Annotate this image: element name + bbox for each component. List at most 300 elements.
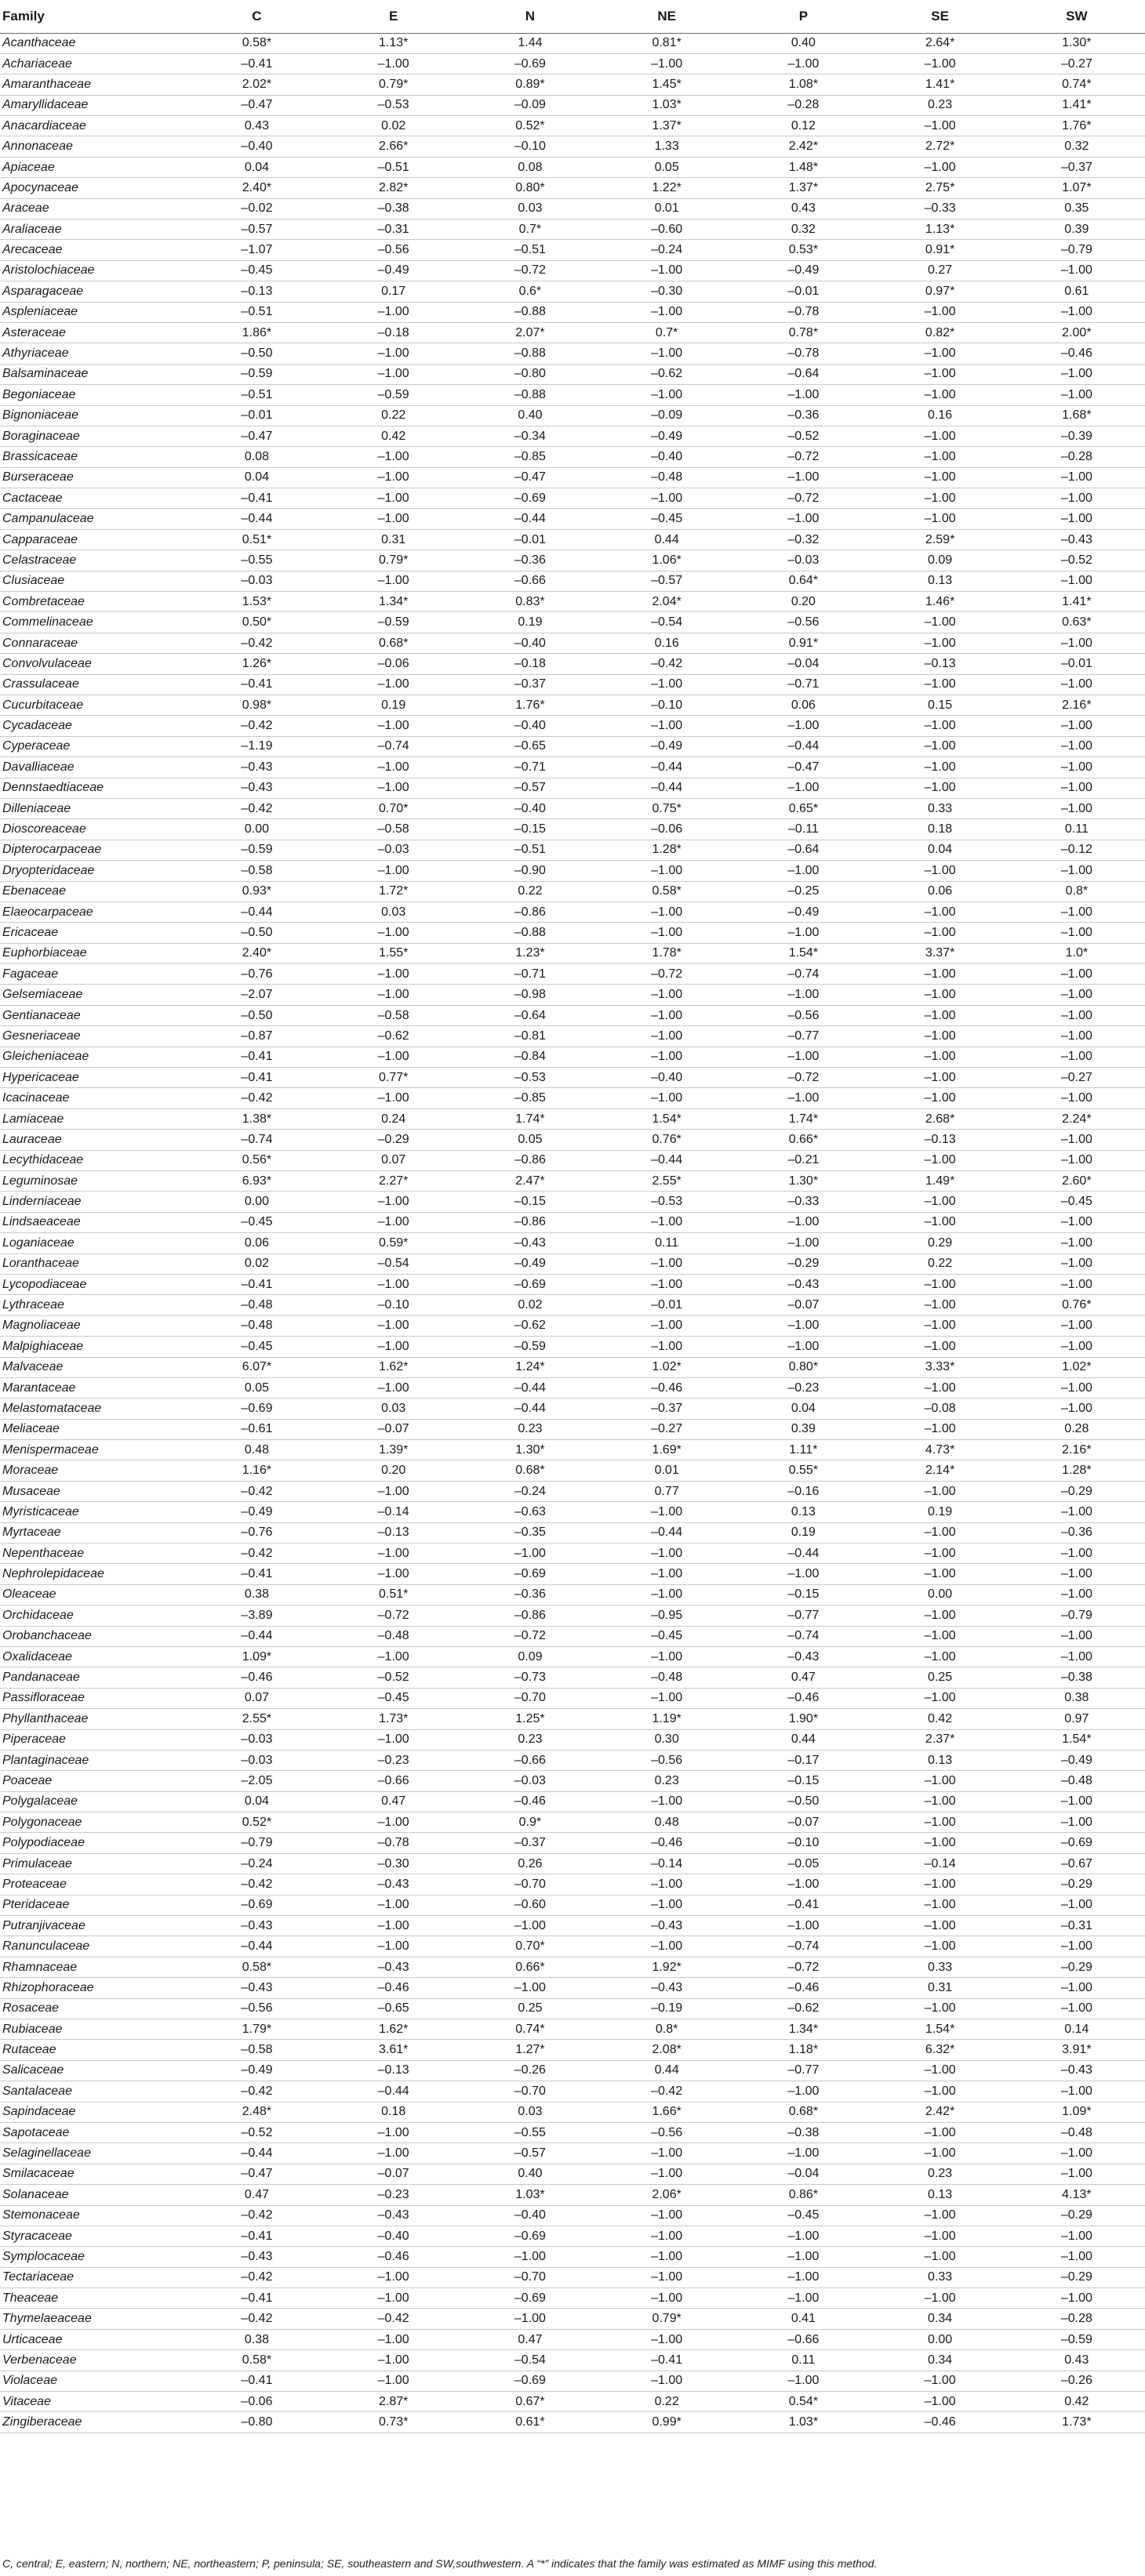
cell-se: –1.00 (872, 2060, 1009, 2081)
cell-ne: –1.00 (598, 1026, 735, 1047)
cell-c: 2.55* (188, 1709, 325, 1729)
cell-ne: 0.8* (598, 2019, 735, 2040)
cell-p: 1.34* (735, 2019, 871, 2040)
cell-sw: –1.00 (1009, 2226, 1145, 2246)
cell-e: 3.61* (325, 2040, 462, 2060)
cell-ne: –1.00 (598, 1646, 735, 1667)
cell-family: Cycadaceae (0, 716, 188, 736)
table-row (0, 136, 1145, 157)
cell-family: Oleaceae (0, 1584, 188, 1605)
cell-family: Amaryllidaceae (0, 95, 188, 115)
header-n: N (462, 0, 598, 33)
cell-family: Begoniaceae (0, 385, 188, 405)
cell-p: –1.00 (735, 1874, 871, 1895)
table-row (0, 2267, 1145, 2288)
table-row (0, 1460, 1145, 1481)
header-c: C (188, 0, 325, 33)
cell-p: –0.49 (735, 260, 871, 281)
table-row (0, 1502, 1145, 1522)
cell-sw: –1.00 (1009, 1646, 1145, 1667)
cell-sw: –1.00 (1009, 302, 1145, 322)
cell-family: Pandanaceae (0, 1667, 188, 1688)
header-p: P (735, 0, 871, 33)
cell-n: 0.66* (462, 1957, 598, 1977)
cell-ne: –1.00 (598, 343, 735, 364)
cell-e: –1.00 (325, 302, 462, 322)
table-row (0, 1936, 1145, 1957)
cell-n: –0.51 (462, 840, 598, 860)
cell-ne: –1.00 (598, 985, 735, 1005)
cell-e: –0.43 (325, 1957, 462, 1977)
cell-ne: 0.75* (598, 798, 735, 818)
cell-e: –0.45 (325, 1688, 462, 1708)
table-row (0, 2329, 1145, 2349)
cell-sw: –0.69 (1009, 1833, 1145, 1853)
cell-se: –1.00 (872, 964, 1009, 985)
cell-family: Athyriaceae (0, 343, 188, 364)
cell-ne: 1.06* (598, 550, 735, 571)
cell-family: Putranjivaceae (0, 1916, 188, 1936)
table-row (0, 2371, 1145, 2391)
cell-sw: –1.00 (1009, 364, 1145, 384)
header-ne: NE (598, 0, 735, 33)
cell-se: –1.00 (872, 2247, 1009, 2267)
cell-p: –1.00 (735, 1916, 871, 1936)
cell-family: Sapindaceae (0, 2102, 188, 2122)
cell-c: –0.74 (188, 1130, 325, 1150)
cell-e: –1.00 (325, 778, 462, 798)
cell-e: 2.27* (325, 1170, 462, 1191)
cell-sw: –1.00 (1009, 509, 1145, 529)
cell-ne: –1.00 (598, 1337, 735, 1357)
cell-se: –0.13 (872, 654, 1009, 674)
cell-family: Combretaceae (0, 592, 188, 612)
cell-c: –0.76 (188, 1522, 325, 1543)
table-row (0, 2412, 1145, 2433)
cell-p: –0.05 (735, 1853, 871, 1874)
cell-se: 2.37* (872, 1729, 1009, 1750)
cell-ne: –0.57 (598, 571, 735, 591)
cell-family: Amaranthaceae (0, 74, 188, 95)
cell-n: –0.35 (462, 1522, 598, 1543)
cell-p: –1.00 (735, 2288, 871, 2309)
cell-n: 0.05 (462, 1130, 598, 1150)
cell-e: –1.00 (325, 509, 462, 529)
cell-ne: 0.22 (598, 2392, 735, 2412)
cell-sw: –1.00 (1009, 1047, 1145, 1067)
cell-ne: –1.00 (598, 2143, 735, 2164)
table-row (0, 1192, 1145, 1212)
table-row (0, 447, 1145, 467)
cell-sw: –1.00 (1009, 1337, 1145, 1357)
cell-n: –0.71 (462, 757, 598, 778)
cell-n: 0.09 (462, 1646, 598, 1667)
cell-c: –0.56 (188, 1998, 325, 2019)
table-row (0, 2350, 1145, 2371)
cell-c: –0.51 (188, 302, 325, 322)
cell-ne: –0.72 (598, 964, 735, 985)
cell-p: 1.90* (735, 1709, 871, 1729)
cell-family: Cactaceae (0, 488, 188, 509)
cell-family: Symplocaceae (0, 2247, 188, 2267)
cell-family: Convolvulaceae (0, 654, 188, 674)
cell-c: –0.49 (188, 1502, 325, 1522)
cell-n: –0.44 (462, 509, 598, 529)
cell-sw: –1.00 (1009, 1544, 1145, 1564)
cell-p: –0.66 (735, 2329, 871, 2349)
cell-ne: –0.40 (598, 447, 735, 467)
cell-n: –0.44 (462, 1399, 598, 1419)
cell-p: –0.07 (735, 1295, 871, 1315)
cell-e: 0.47 (325, 1791, 462, 1812)
cell-ne: –0.30 (598, 281, 735, 302)
cell-n: –0.86 (462, 1150, 598, 1170)
cell-family: Malvaceae (0, 1357, 188, 1377)
cell-family: Gentianaceae (0, 1005, 188, 1025)
cell-n: –0.60 (462, 1895, 598, 1915)
cell-e: –0.13 (325, 2060, 462, 2081)
cell-ne: –1.00 (598, 53, 735, 74)
cell-family: Santalaceae (0, 2081, 188, 2102)
cell-e: 0.24 (325, 1108, 462, 1129)
cell-c: –0.52 (188, 2122, 325, 2142)
cell-c: –0.42 (188, 798, 325, 818)
cell-p: 0.65* (735, 798, 871, 818)
cell-se: –1.00 (872, 426, 1009, 446)
cell-p: –1.00 (735, 1047, 871, 1067)
cell-p: –0.29 (735, 1254, 871, 1274)
table-row (0, 550, 1145, 571)
cell-c: 2.40* (188, 943, 325, 963)
cell-family: Nephrolepidaceae (0, 1564, 188, 1584)
cell-family: Fagaceae (0, 964, 188, 985)
cell-c: –2.05 (188, 1771, 325, 1791)
cell-n: –0.51 (462, 240, 598, 260)
cell-e: 0.22 (325, 405, 462, 426)
cell-c: –0.43 (188, 757, 325, 778)
cell-family: Malpighiaceae (0, 1337, 188, 1357)
cell-ne: 0.77 (598, 1481, 735, 1501)
cell-e: –0.40 (325, 2226, 462, 2246)
cell-sw: 0.38 (1009, 1688, 1145, 1708)
cell-family: Rubiaceae (0, 2019, 188, 2040)
cell-n: –0.66 (462, 571, 598, 591)
cell-c: –0.42 (188, 1544, 325, 1564)
table-row (0, 1584, 1145, 1605)
cell-p: –0.78 (735, 302, 871, 322)
cell-e: 0.20 (325, 1460, 462, 1481)
cell-family: Cucurbitaceae (0, 695, 188, 716)
table-footnote: C, central; E, eastern; N, northern; NE, northeastern; P, peninsula; SE, southeastern and SW,southwestern. A “*” indicates that the family was estimated as MIMF using this method. (2, 2557, 878, 2570)
cell-c: –0.47 (188, 426, 325, 446)
cell-family: Oxalidaceae (0, 1646, 188, 1667)
cell-p: –0.33 (735, 1192, 871, 1212)
cell-n: –0.98 (462, 985, 598, 1005)
cell-p: –0.46 (735, 1688, 871, 1708)
cell-c: –0.50 (188, 923, 325, 943)
cell-p: 1.03* (735, 2412, 871, 2433)
cell-c: –0.79 (188, 1833, 325, 1853)
cell-sw: 0.74* (1009, 74, 1145, 95)
cell-sw: –1.00 (1009, 902, 1145, 922)
cell-se: 0.00 (872, 1584, 1009, 1605)
table-row (0, 716, 1145, 736)
header-row (0, 0, 1145, 33)
cell-c: 2.02* (188, 74, 325, 95)
cell-family: Rosaceae (0, 1998, 188, 2019)
table-row (0, 1564, 1145, 1584)
cell-sw: 0.32 (1009, 136, 1145, 157)
cell-n: 0.52* (462, 116, 598, 136)
cell-se: –1.00 (872, 116, 1009, 136)
cell-n: –1.00 (462, 2247, 598, 2267)
cell-p: –0.72 (735, 447, 871, 467)
cell-n: 1.76* (462, 695, 598, 716)
cell-e: 0.68* (325, 633, 462, 653)
cell-n: –0.90 (462, 861, 598, 881)
cell-n: –0.70 (462, 2081, 598, 2102)
cell-se: –1.00 (872, 1481, 1009, 1501)
cell-family: Celastraceae (0, 550, 188, 571)
cell-p: –0.01 (735, 281, 871, 302)
cell-sw: –1.00 (1009, 1274, 1145, 1294)
table-row (0, 405, 1145, 426)
cell-se: –0.08 (872, 1399, 1009, 1419)
table-row (0, 2185, 1145, 2205)
cell-n: –0.81 (462, 1026, 598, 1047)
cell-family: Orobanchaceae (0, 1626, 188, 1646)
cell-p: –1.00 (735, 2226, 871, 2246)
cell-p: 1.30* (735, 1170, 871, 1191)
cell-p: –0.04 (735, 2164, 871, 2184)
table-row (0, 1833, 1145, 1853)
table-row (0, 1130, 1145, 1150)
cell-family: Magnoliaceae (0, 1315, 188, 1336)
table-row (0, 2226, 1145, 2246)
cell-c: –0.58 (188, 861, 325, 881)
cell-e: –1.00 (325, 716, 462, 736)
cell-sw: 0.61 (1009, 281, 1145, 302)
cell-e: 0.51* (325, 1584, 462, 1605)
cell-ne: –1.00 (598, 385, 735, 405)
cell-sw: –1.00 (1009, 798, 1145, 818)
cell-ne: –0.45 (598, 509, 735, 529)
cell-n: –1.00 (462, 1544, 598, 1564)
table-row (0, 157, 1145, 177)
cell-p: –0.23 (735, 1377, 871, 1398)
cell-ne: –1.00 (598, 2164, 735, 2184)
cell-ne: –0.24 (598, 240, 735, 260)
cell-se: 0.23 (872, 2164, 1009, 2184)
cell-n: 0.03 (462, 2102, 598, 2122)
cell-family: Loranthaceae (0, 1254, 188, 1274)
cell-n: 0.83* (462, 592, 598, 612)
cell-sw: 1.54* (1009, 1729, 1145, 1750)
cell-e: 0.31 (325, 529, 462, 550)
cell-p: 0.54* (735, 2392, 871, 2412)
cell-e: 1.34* (325, 592, 462, 612)
cell-n: 2.47* (462, 1170, 598, 1191)
table-row (0, 2102, 1145, 2122)
cell-e: –1.00 (325, 985, 462, 1005)
cell-p: 0.86* (735, 2185, 871, 2205)
cell-se: –0.13 (872, 1130, 1009, 1150)
cell-se: 6.32* (872, 2040, 1009, 2060)
table-row (0, 302, 1145, 322)
cell-p: –1.00 (735, 1212, 871, 1232)
cell-p: –0.49 (735, 902, 871, 922)
table-row (0, 1419, 1145, 1439)
cell-c: 0.07 (188, 1688, 325, 1708)
cell-e: –0.51 (325, 157, 462, 177)
table-row (0, 1254, 1145, 1274)
cell-e: –1.00 (325, 1936, 462, 1957)
cell-se: –1.00 (872, 1377, 1009, 1398)
cell-ne: –1.00 (598, 1936, 735, 1957)
cell-e: –1.00 (325, 467, 462, 488)
cell-family: Asteraceae (0, 322, 188, 343)
cell-se: –1.00 (872, 1771, 1009, 1791)
cell-ne: –0.53 (598, 1192, 735, 1212)
cell-c: –0.43 (188, 1916, 325, 1936)
cell-e: –0.59 (325, 612, 462, 633)
cell-e: 0.02 (325, 116, 462, 136)
cell-sw: –1.00 (1009, 1564, 1145, 1584)
cell-e: 0.73* (325, 2412, 462, 2433)
cell-n: –0.69 (462, 2371, 598, 2391)
cell-p: –1.00 (735, 923, 871, 943)
header-family: Family (0, 0, 188, 33)
cell-family: Icacinaceae (0, 1088, 188, 1108)
cell-n: –1.00 (462, 1978, 598, 1998)
cell-n: –0.34 (462, 426, 598, 446)
cell-family: Orchidaceae (0, 1605, 188, 1626)
cell-c: 2.40* (188, 178, 325, 198)
cell-n: –0.01 (462, 529, 598, 550)
cell-e: –1.00 (325, 1564, 462, 1584)
cell-ne: 2.04* (598, 592, 735, 612)
cell-p: –0.04 (735, 654, 871, 674)
cell-sw: –0.79 (1009, 1605, 1145, 1626)
cell-e: 1.62* (325, 2019, 462, 2040)
cell-e: –0.65 (325, 1998, 462, 2019)
cell-sw: –1.00 (1009, 1130, 1145, 1150)
cell-p: –0.74 (735, 1626, 871, 1646)
cell-family: Annonaceae (0, 136, 188, 157)
cell-se: –1.00 (872, 1688, 1009, 1708)
cell-sw: –1.00 (1009, 488, 1145, 509)
cell-n: 1.03* (462, 2185, 598, 2205)
cell-sw: 0.43 (1009, 2350, 1145, 2371)
cell-n: –0.49 (462, 1254, 598, 1274)
cell-sw: 2.60* (1009, 1170, 1145, 1191)
cell-c: 0.43 (188, 116, 325, 136)
cell-e: –0.18 (325, 322, 462, 343)
cell-family: Crassulaceae (0, 674, 188, 695)
cell-p: 2.42* (735, 136, 871, 157)
table-row (0, 116, 1145, 136)
cell-family: Pteridaceae (0, 1895, 188, 1915)
table-row (0, 1646, 1145, 1667)
cell-p: –1.00 (735, 2247, 871, 2267)
cell-ne: –1.00 (598, 2267, 735, 2288)
cell-ne: –0.40 (598, 1068, 735, 1088)
cell-se: 3.37* (872, 943, 1009, 963)
cell-sw: –0.27 (1009, 1068, 1145, 1088)
table-row (0, 240, 1145, 260)
cell-ne: –1.00 (598, 2329, 735, 2349)
cell-p: –0.36 (735, 405, 871, 426)
cell-se: –1.00 (872, 2122, 1009, 2142)
cell-sw: –1.00 (1009, 260, 1145, 281)
cell-p: 1.11* (735, 1440, 871, 1460)
cell-c: –0.80 (188, 2412, 325, 2433)
cell-ne: 1.02* (598, 1357, 735, 1377)
cell-ne: –0.54 (598, 612, 735, 633)
table-row (0, 902, 1145, 922)
table-row (0, 840, 1145, 860)
table-row (0, 260, 1145, 281)
cell-se: 0.16 (872, 405, 1009, 426)
cell-ne: –1.00 (598, 488, 735, 509)
cell-family: Capparaceae (0, 529, 188, 550)
cell-p: –0.72 (735, 488, 871, 509)
cell-c: –0.44 (188, 509, 325, 529)
cell-c: –0.48 (188, 1315, 325, 1336)
cell-n: 0.23 (462, 1419, 598, 1439)
cell-family: Euphorbiaceae (0, 943, 188, 963)
cell-family: Primulaceae (0, 1853, 188, 1874)
table-row (0, 1957, 1145, 1977)
cell-p: –0.43 (735, 1274, 871, 1294)
cell-se: –1.00 (872, 2392, 1009, 2412)
cell-c: 2.48* (188, 2102, 325, 2122)
cell-se: –1.00 (872, 633, 1009, 653)
cell-sw: 1.02* (1009, 1357, 1145, 1377)
cell-c: –0.03 (188, 1729, 325, 1750)
cell-e: –0.59 (325, 385, 462, 405)
cell-c: –3.89 (188, 1605, 325, 1626)
cell-e: –1.00 (325, 1192, 462, 1212)
cell-sw: –1.00 (1009, 1584, 1145, 1605)
cell-family: Brassicaceae (0, 447, 188, 467)
cell-p: 0.44 (735, 1729, 871, 1750)
cell-se: 2.72* (872, 136, 1009, 157)
cell-c: –0.43 (188, 2247, 325, 2267)
cell-e: –1.00 (325, 1315, 462, 1336)
cell-p: –0.32 (735, 529, 871, 550)
cell-sw: –0.29 (1009, 1957, 1145, 1977)
cell-sw: –0.46 (1009, 343, 1145, 364)
cell-c: 0.48 (188, 1440, 325, 1460)
cell-se: –1.00 (872, 1895, 1009, 1915)
table-row (0, 1812, 1145, 1833)
cell-sw: –0.43 (1009, 2060, 1145, 2081)
cell-sw: 1.73* (1009, 2412, 1145, 2433)
cell-p: 1.08* (735, 74, 871, 95)
cell-n: 0.6* (462, 281, 598, 302)
cell-sw: –0.79 (1009, 240, 1145, 260)
table-row (0, 633, 1145, 653)
cell-n: 0.61* (462, 2412, 598, 2433)
cell-sw: 0.97 (1009, 1709, 1145, 1729)
cell-e: 0.17 (325, 281, 462, 302)
cell-sw: –1.00 (1009, 736, 1145, 756)
cell-p: –0.25 (735, 881, 871, 902)
cell-n: 0.47 (462, 2329, 598, 2349)
cell-c: –0.42 (188, 2205, 325, 2226)
cell-e: –0.23 (325, 2185, 462, 2205)
